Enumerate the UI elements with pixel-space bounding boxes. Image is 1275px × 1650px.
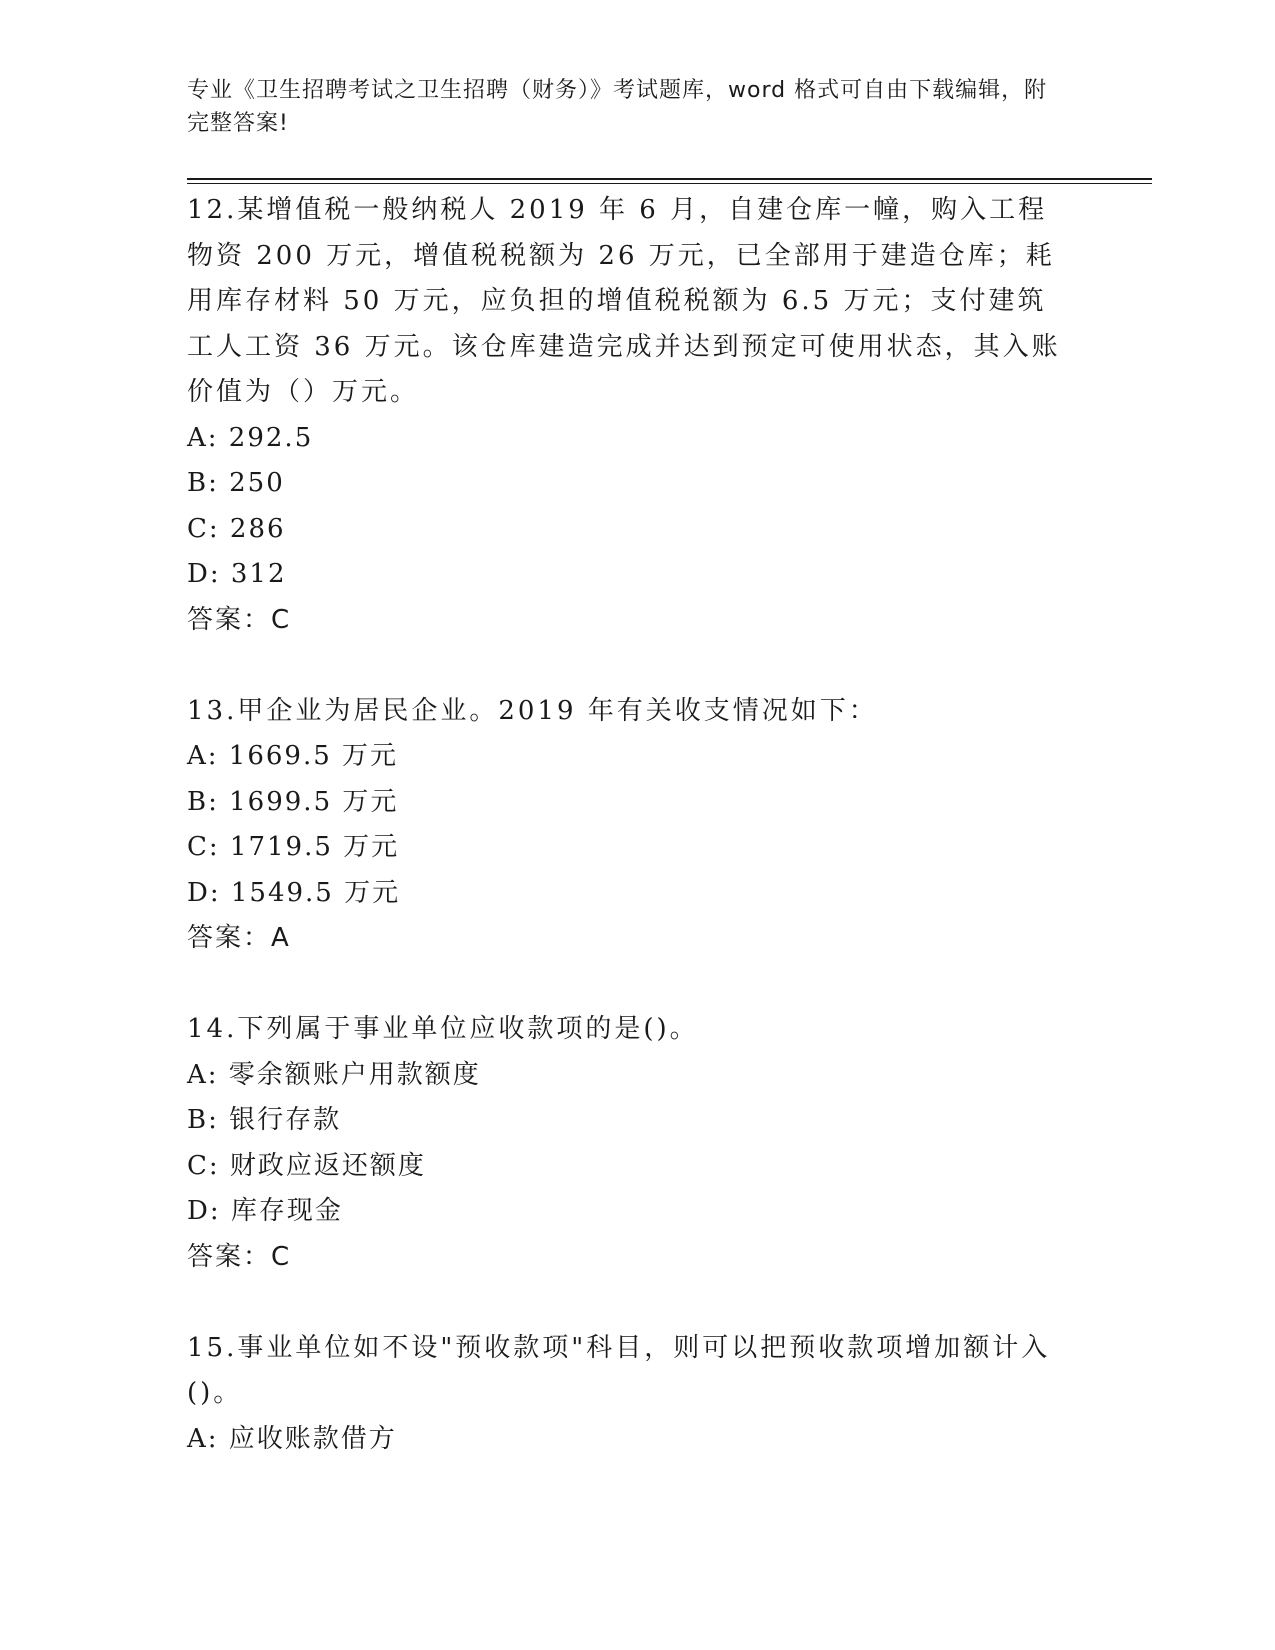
- question-spacer: [187, 643, 1067, 689]
- question-text: 12.某增值税一般纳税人 2019 年 6 月，自建仓库一幢，购入工程物资 200 万元，增值税税额为 26 万元，已全部用于建造仓库；耗用库存材料 50 万元，应负担的增值税税额为 6.5 万元；支付建筑工人工资 36 万元。该仓库建造完成并达到预定可使用状态，其入账价值为（）万元。: [187, 195, 1061, 407]
- option-a: A: 零余额账户用款额度: [187, 1059, 481, 1090]
- question-14: [187, 1007, 1067, 1280]
- option-a: A: 1669.5 万元: [187, 741, 399, 771]
- answer-line: 答案：C: [187, 604, 292, 635]
- question-text: 14.下列属于事业单位应收款项的是()。: [187, 1014, 699, 1044]
- question-spacer: [187, 1280, 1067, 1326]
- header-rule-thin: [187, 183, 1152, 184]
- option-b: B: 1699.5 万元: [187, 786, 399, 817]
- option-c: C: 286: [187, 513, 286, 544]
- option-a: A: 292.5: [187, 422, 314, 453]
- option-c: C: 1719.5 万元: [187, 832, 400, 862]
- option-d: D: 1549.5 万元: [187, 877, 401, 908]
- question-15: [187, 1326, 1067, 1463]
- option-b: B: 银行存款: [187, 1105, 342, 1135]
- question-list: [187, 188, 1067, 1462]
- question-spacer: [187, 962, 1067, 1008]
- question-text: 13.甲企业为居民企业。2019 年有关收支情况如下：: [187, 695, 878, 726]
- option-a: A: 应收账款借方: [187, 1423, 397, 1454]
- option-d: D: 库存现金: [187, 1196, 343, 1226]
- question-13: [187, 689, 1067, 962]
- answer-line: 答案：C: [187, 1241, 292, 1272]
- option-b: B: 250: [187, 468, 285, 498]
- question-text: 15.事业单位如不设"预收款项"科目，则可以把预收款项增加额计入()。: [187, 1332, 1051, 1408]
- option-c: C: 财政应返还额度: [187, 1150, 426, 1181]
- option-d: D: 312: [187, 559, 287, 589]
- answer-line: 答案：A: [187, 923, 291, 953]
- header-rule-thick: [187, 178, 1152, 180]
- question-12: [187, 188, 1067, 643]
- document-header: 专业《卫生招聘考试之卫生招聘（财务）》考试题库，word 格式可自由下载编辑，附完整答案!: [187, 78, 1048, 136]
